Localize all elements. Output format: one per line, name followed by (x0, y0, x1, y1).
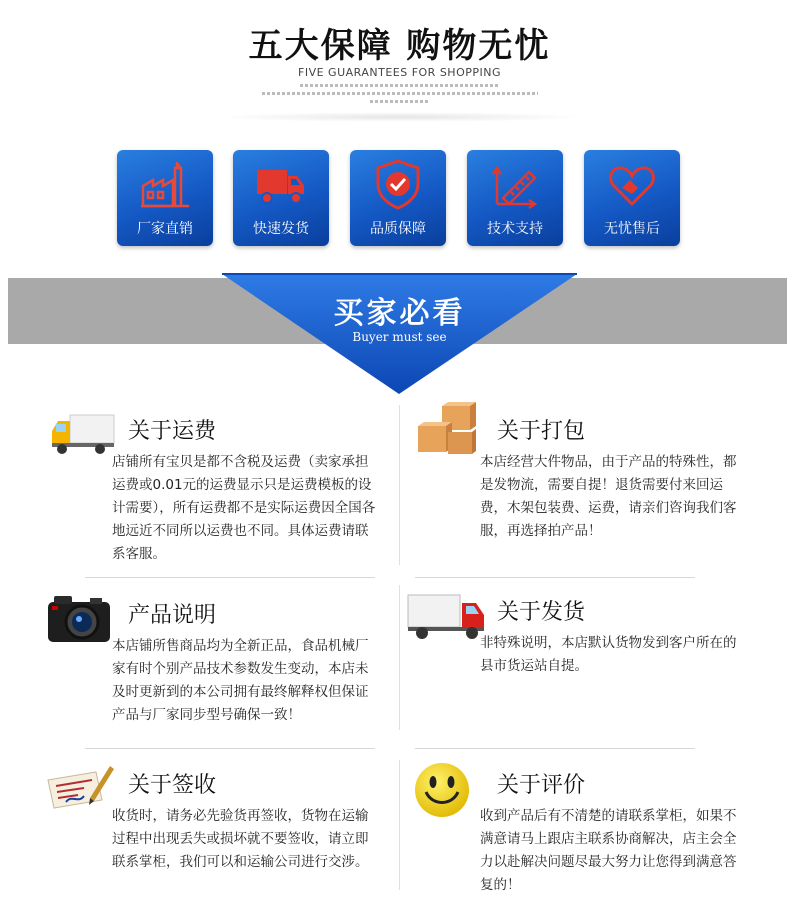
delivery-truck-icon (48, 405, 118, 465)
row-divider (85, 577, 375, 578)
decorative-fine-text-line (300, 84, 500, 87)
red-truck-icon (406, 585, 488, 645)
truck-icon (255, 158, 307, 210)
row-divider (85, 748, 375, 749)
guarantee-tile-quality (350, 150, 446, 246)
section-title-review: 关于评价 (497, 773, 586, 798)
column-divider (399, 760, 400, 890)
row-divider (415, 577, 695, 578)
section-body-shipping-fee: 店铺所有宝贝是都不含税及运费（卖家承担运费或0.01元的运费显示只是运费模板的设计需要），所有运费都不是实际运费因全国各地远近不同所以运费也不同。具体运费请联系客服。 (112, 454, 376, 562)
shield-check-icon (372, 158, 424, 210)
column-divider (399, 405, 400, 565)
tile-label: 品质保障 (370, 221, 426, 237)
header-shadow (215, 112, 585, 122)
pen-signature-icon (44, 758, 114, 818)
section-title-shipping-fee: 关于运费 (128, 419, 217, 444)
section-body-review: 收到产品后有不清楚的请联系掌柜，如果不满意请马上跟店主联系协商解决，店主会全力以赴解决问题尽最大努力让您得到满意答复的！ (480, 808, 737, 893)
row-divider (415, 748, 695, 749)
guarantee-tile-aftersales (584, 150, 680, 246)
section-title-signing: 关于签收 (128, 773, 217, 798)
guarantee-tile-factory (117, 150, 213, 246)
guarantee-tile-shipping (233, 150, 329, 246)
smiley-icon (412, 760, 482, 820)
tile-label: 快速发货 (253, 221, 309, 237)
banner-subtitle: Buyer must see (352, 330, 447, 344)
tile-label: 厂家直销 (137, 221, 193, 237)
section-body-packing: 本店经营大件物品，由于产品的特殊性，都是发物流，需要自提！退货需要付来回运费，木架包装费、运费，请亲们咨询我们客服，再选择拍产品！ (480, 454, 737, 539)
page-title: 五大保障 购物无忧 (248, 26, 551, 66)
section-body-product: 本店铺所售商品均为全新正品，食品机械厂家有时个别产品技术参数发生变动，本店未及时更新到的本公司拥有最终解释权但保证产品与厂家同步型号确保一致！ (112, 638, 369, 723)
camera-icon (44, 588, 114, 648)
section-title-packing: 关于打包 (497, 419, 586, 444)
heart-hands-icon (606, 158, 658, 210)
section-title-delivery: 关于发货 (497, 600, 586, 625)
factory-icon (139, 158, 191, 210)
column-divider (399, 585, 400, 730)
section-title-product: 产品说明 (128, 603, 217, 628)
ruler-icon (489, 158, 541, 210)
tile-label: 无忧售后 (604, 221, 660, 237)
section-body-signing: 收货时，请务必先验货再签收，货物在运输过程中出现丢失或损坏就不要签收，请立即联系掌柜，我们可以和运输公司进行交涉。 (112, 808, 369, 870)
decorative-fine-text-line (262, 92, 538, 95)
banner-title: 买家必看 (333, 296, 466, 331)
section-body-delivery: 非特殊说明，本店默认货物发到客户所在的县市货运站自提。 (480, 635, 737, 674)
page-subtitle: FIVE GUARANTEES FOR SHOPPING (298, 66, 501, 79)
guarantee-tile-support (467, 150, 563, 246)
boxes-icon (412, 400, 482, 460)
tile-label: 技术支持 (487, 221, 543, 237)
decorative-fine-text-line (370, 100, 430, 103)
